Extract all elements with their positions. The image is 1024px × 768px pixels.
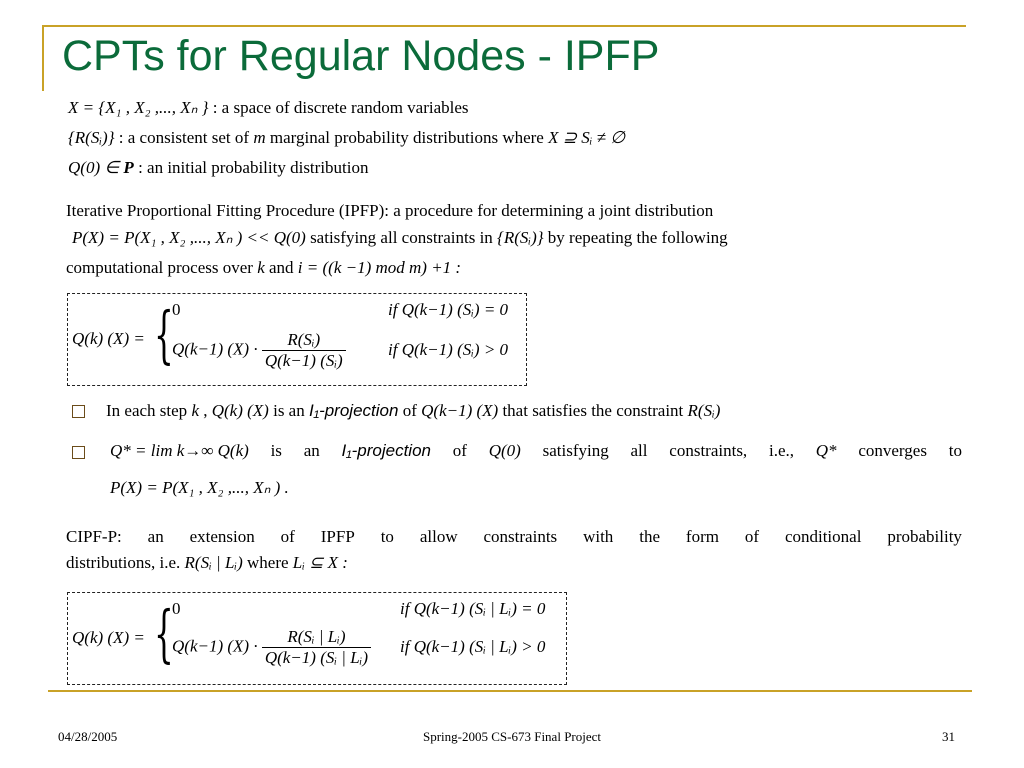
cipf-line-2-m1: R(Sᵢ | Lᵢ) (184, 553, 243, 572)
cipf-word: extension (189, 527, 255, 546)
ipfp-line-3 (66, 258, 461, 278)
equation-box-2 (67, 592, 567, 685)
bullet-2-t9: to (948, 441, 962, 460)
cipf-line-2 (66, 553, 348, 573)
ipfp-line-2-text2: by repeating the following (543, 228, 728, 247)
ipfp-line-1: Iterative Proportional Fitting Procedure (IPFP): a procedure for determining a joint distribution (66, 201, 714, 220)
bullet-2-t4: satisfying (542, 441, 609, 460)
eq1-case1-pre: Q(k−1) (X) · (172, 339, 258, 359)
def-line-3-text: : an initial probability distribution (133, 158, 369, 177)
eq1-lhs: Q(k) (X) = (72, 329, 145, 348)
bullet-1-text (106, 401, 720, 421)
cipf-line-2-where: where (242, 553, 293, 572)
slide-title: CPTs for Regular Nodes - IPFP (62, 32, 660, 80)
eq2-fraction (262, 627, 371, 668)
ipfp-line-2-text: satisfying all constraints in (305, 228, 498, 247)
bullet-2-line-2: P(X) = P(X₁ , X₂ ,..., Xₙ ) . (110, 478, 289, 497)
decorative-vertical-rule (42, 25, 44, 91)
bullet-2-m1: Q* = lim k→∞ Q(k) (110, 441, 249, 460)
cipf-word: CIPF-P: (66, 527, 122, 546)
def-line-2-rel: X ⊇ Sᵢ ≠ ∅ (548, 128, 626, 147)
bullet-2-t6: constraints, (669, 441, 748, 460)
cipf-word: allow (419, 527, 458, 546)
def-line-1-math: X = {X₁ , X₂ ,..., Xₙ } (68, 98, 209, 117)
ipfp-line-3-text: computational process over (66, 258, 258, 277)
bullet-2-t7: i.e., (768, 441, 794, 460)
bullet-1-t3: is an (268, 401, 309, 420)
bullet-1-t1: In each step (106, 401, 192, 420)
bullet-2-t1: is (270, 441, 282, 460)
def-line-2-text: : a consistent set of (114, 128, 254, 147)
footer-course: Spring-2005 CS-673 Final Project (422, 729, 602, 744)
decorative-top-rule (42, 25, 966, 27)
checkbox-bullet-icon (72, 446, 85, 459)
eq1-case1 (172, 330, 346, 371)
equation-box-1 (67, 293, 527, 386)
bullet-2-line-1 (110, 441, 962, 461)
bullet-2-m3: Q* (815, 441, 837, 460)
ipfp-line-3-k: k (257, 258, 265, 277)
bullet-2-t8: converges (858, 441, 927, 460)
decorative-bottom-rule (48, 690, 972, 692)
bullet-2-t2: an (303, 441, 320, 460)
eq1-cond1: if Q(k−1) (Sᵢ) > 0 (388, 340, 509, 359)
bullet-1-m2: Q(k−1) (X) (421, 401, 499, 420)
bullet-2-proj: I₁-projection (341, 441, 431, 460)
cipf-word: IPFP (320, 527, 355, 546)
bullet-1-t4: of (398, 401, 422, 420)
bullet-1-m1: Q(k) (X) (211, 401, 269, 420)
cipf-word: probability (887, 527, 962, 546)
ipfp-line-3-and: and (264, 258, 298, 277)
cipf-word: an (147, 527, 164, 546)
bullet-1-m3: R(Sᵢ) (687, 401, 721, 420)
ipfp-line-3-expr: i = ((k −1) mod m) +1 : (297, 258, 462, 277)
eq1-brace: { (154, 298, 174, 371)
bullet-2-m2: Q(0) (488, 441, 521, 460)
bullet-1-t5: that satisfies the constraint (498, 401, 688, 420)
def-line-2-math: {R(Sᵢ)} (68, 128, 115, 147)
cipf-word: constraints (483, 527, 558, 546)
footer-date: 04/28/2005 (58, 729, 118, 744)
eq2-denominator: Q(k−1) (Sᵢ | Lᵢ) (264, 648, 369, 667)
def-line-1 (68, 98, 469, 118)
footer-page-number: 31 (942, 729, 955, 744)
cipf-word: with (583, 527, 614, 546)
cipf-word: the (639, 527, 660, 546)
def-line-2-text2: marginal probability distributions where (265, 128, 549, 147)
eq1-numerator: R(Sᵢ) (262, 330, 346, 351)
def-line-2 (68, 128, 625, 148)
cipf-word: of (744, 527, 760, 546)
bullet-2-t3: of (452, 441, 467, 460)
bullet-1-t2: , (198, 401, 212, 420)
ipfp-line-2 (72, 228, 728, 248)
ipfp-line-2-set: {R(Sᵢ)} (497, 228, 544, 247)
eq1-denominator: Q(k−1) (Sᵢ) (264, 351, 343, 370)
cipf-word: of (280, 527, 295, 546)
checkbox-bullet-icon (72, 405, 85, 418)
eq2-lhs: Q(k) (X) = (72, 628, 145, 647)
cipf-word: form (685, 527, 719, 546)
eq2-case0: 0 (172, 599, 181, 618)
eq2-case1-pre: Q(k−1) (X) · (172, 636, 258, 656)
cipf-word: conditional (784, 527, 862, 546)
eq2-numerator: R(Sᵢ | Lᵢ) (262, 627, 371, 648)
eq1-fraction (262, 330, 346, 371)
eq2-case1 (172, 627, 371, 668)
ipfp-line-2-math: P(X) = P(X₁ , X₂ ,..., Xₙ ) << Q(0) (72, 228, 306, 247)
def-line-3-bold: P (123, 158, 134, 177)
eq2-cond1: if Q(k−1) (Sᵢ | Lᵢ) > 0 (400, 637, 546, 656)
bullet-1-k: k (191, 401, 199, 420)
bullet-2-t5: all (630, 441, 648, 460)
def-line-3-math: Q(0) ∈ (68, 158, 124, 177)
cipf-line-2-m2: Lᵢ ⊆ X : (292, 553, 348, 572)
eq1-cond0: if Q(k−1) (Sᵢ) = 0 (388, 300, 509, 319)
cipf-line-2-text: distributions, i.e. (66, 553, 185, 572)
bullet-1-proj: I₁-projection (308, 401, 399, 420)
cipf-line-1 (66, 527, 962, 547)
def-line-2-m: m (253, 128, 266, 147)
eq2-brace: { (154, 597, 174, 670)
def-line-1-text: : a space of discrete random variables (208, 98, 469, 117)
eq2-cond0: if Q(k−1) (Sᵢ | Lᵢ) = 0 (400, 599, 546, 618)
cipf-word: to (380, 527, 394, 546)
def-line-3 (68, 158, 368, 178)
eq1-case0: 0 (172, 300, 181, 319)
